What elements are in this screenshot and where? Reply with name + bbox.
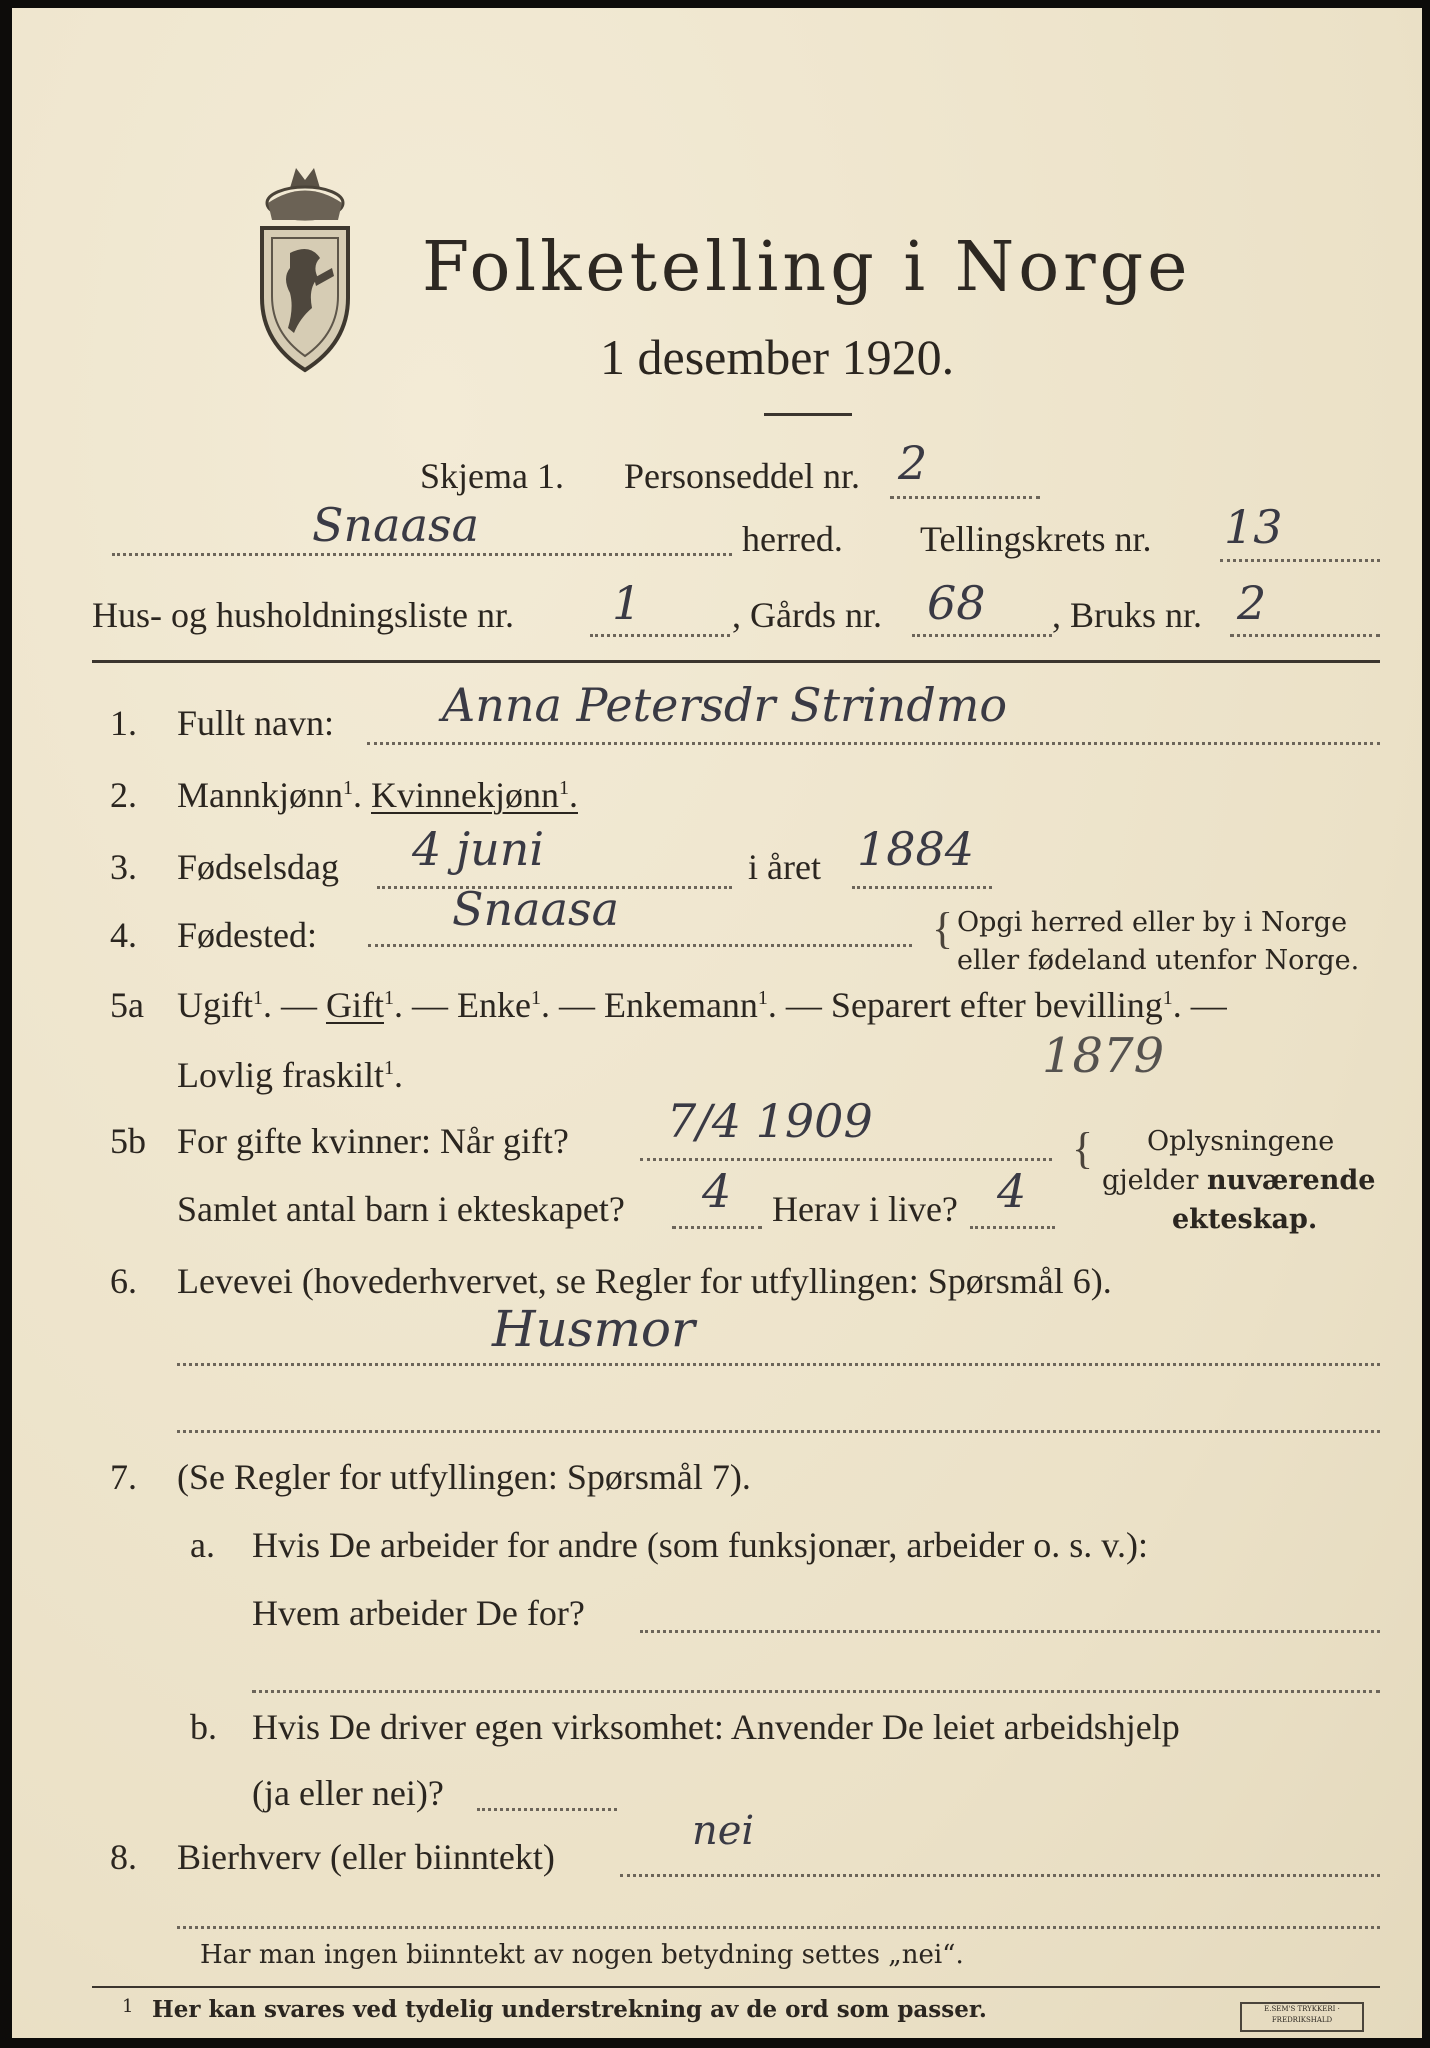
personseddel-line — [890, 496, 1040, 499]
footnote-mark: 1 — [122, 1996, 134, 2017]
tellingskrets-line — [1220, 559, 1380, 562]
marriage-brace: { — [1072, 1124, 1094, 1173]
census-date: 1 desember 1920. — [600, 329, 955, 385]
q7-label: (Se Regler for utfyllingen: Spørsmål 7). — [177, 1457, 751, 1497]
footnote-text: Her kan svares ved tydelig understrekning av de ord som passer. — [152, 1996, 987, 2023]
married-date-line — [640, 1158, 1052, 1161]
side-income-value[interactable]: nei — [692, 1808, 755, 1854]
occupation-value[interactable]: Husmor — [492, 1300, 695, 1358]
q7a-text: Hvis De arbeider for andre (som funksjonær, arbeider o. s. v.): — [252, 1525, 1148, 1565]
tellingskrets-label: Tellingskrets nr. — [920, 519, 1152, 559]
marriage-note-1: Oplysningene — [1147, 1126, 1335, 1157]
birthday-value[interactable]: 4 juni — [412, 822, 545, 876]
children-label: Samlet antal barn i ekteskapet? — [177, 1189, 625, 1229]
marriage-note-2: gjelder nuværende — [1102, 1165, 1376, 1196]
kvinnekjonn-option[interactable]: Kvinnekjønn$^1$. — [371, 775, 578, 815]
alive-value[interactable]: 4 — [997, 1164, 1027, 1218]
q4-label: Fødested: — [177, 915, 317, 955]
ugift-option[interactable]: Ugift — [177, 985, 253, 1025]
fraskilt-option[interactable]: Lovlig fraskilt$^1$. — [177, 1055, 403, 1095]
q7b-question: (ja eller nei)? — [252, 1773, 444, 1813]
employer-line-2[interactable] — [252, 1690, 1380, 1693]
tellingskrets-value[interactable]: 13 — [1224, 500, 1283, 554]
q8-label: Bierhverv (eller biinntekt) — [177, 1837, 555, 1877]
q1-number: 1. — [110, 703, 137, 743]
occupation-line-2 — [177, 1430, 1380, 1433]
q7b-text: Hvis De driver egen virksomhet: Anvender De leiet arbeidshjelp — [252, 1707, 1180, 1747]
mannkjonn-option[interactable]: Mannkjønn — [177, 775, 343, 815]
alive-line — [970, 1226, 1055, 1229]
q5a-number: 5a — [110, 985, 144, 1025]
civil-status-options: Ugift$^1$. — Gift$^1$. — Enke$^1$. — Enkemann$^1$. — Separert efter bevilling$^1$. — — [177, 985, 1227, 1025]
hired-help-line[interactable] — [477, 1808, 617, 1811]
q5b-number: 5b — [110, 1121, 146, 1161]
year-line — [852, 886, 992, 889]
birthplace-note-2: eller fødeland utenfor Norge. — [957, 945, 1360, 976]
bruks-line — [1230, 634, 1380, 637]
q3-label: Fødselsdag — [177, 847, 339, 887]
q7b-letter: b. — [190, 1707, 217, 1747]
side-income-line — [620, 1874, 1380, 1877]
gards-label: , Gårds nr. — [732, 595, 882, 635]
herred-value[interactable]: Snaasa — [312, 498, 480, 552]
husholdningsliste-value[interactable]: 1 — [612, 576, 642, 630]
bruks-label: , Bruks nr. — [1052, 595, 1203, 635]
side-income-line-2 — [177, 1926, 1380, 1929]
alive-label: Herav i live? — [772, 1189, 958, 1229]
gards-value[interactable]: 68 — [927, 576, 986, 630]
year-label: i året — [748, 847, 821, 887]
children-value[interactable]: 4 — [702, 1164, 732, 1218]
form-title: Folketelling i Norge — [422, 228, 1192, 307]
q1-line — [367, 742, 1380, 745]
herred-line — [112, 553, 732, 556]
husholdningsliste-label: Hus- og husholdningsliste nr. — [92, 595, 515, 635]
personseddel-value[interactable]: 2 — [898, 436, 928, 490]
married-date-value[interactable]: 7/4 1909 — [667, 1094, 873, 1148]
birthplace-line — [368, 944, 912, 947]
husholdningsliste-line — [590, 634, 730, 637]
gards-line — [912, 634, 1052, 637]
q7a-question: Hvem arbeider De for? — [252, 1593, 585, 1633]
q6-label: Levevei (hovederhvervet, se Regler for utfyllingen: Spørsmål 6). — [177, 1261, 1112, 1301]
skjema-label: Skjema 1. — [420, 456, 564, 496]
children-line — [672, 1226, 762, 1229]
birthplace-value[interactable]: Snaasa — [452, 882, 620, 936]
margin-note: 1879 — [1042, 1028, 1165, 1084]
sex-options: Mannkjønn$^1$. Kvinnekjønn$^1$. — [177, 775, 578, 815]
header-separator — [92, 660, 1380, 663]
birth-year-value[interactable]: 1884 — [857, 822, 975, 876]
footer-separator — [92, 1986, 1380, 1988]
q1-label: Fullt navn: — [177, 703, 335, 743]
q6-number: 6. — [110, 1261, 137, 1301]
q2-number: 2. — [110, 775, 137, 815]
birthplace-note-1: Opgi herred eller by i Norge — [957, 907, 1348, 938]
nei-instruction: Har man ingen biinntekt av nogen betydning settes „nei“. — [200, 1940, 964, 1970]
q4-number: 4. — [110, 915, 137, 955]
personseddel-label: Personseddel nr. — [624, 456, 860, 496]
occupation-line-1 — [177, 1363, 1380, 1366]
marriage-note-3: ekteskap. — [1172, 1204, 1318, 1235]
note-brace: { — [932, 904, 954, 953]
q7-number: 7. — [110, 1457, 137, 1497]
q3-number: 3. — [110, 847, 137, 887]
coat-of-arms-icon — [250, 158, 360, 378]
married-label: For gifte kvinner: Når gift? — [177, 1121, 569, 1161]
title-divider — [764, 413, 852, 416]
printer-stamp: E.SEM'S TRYKKERI · FREDRIKSHALD — [1240, 2002, 1364, 2032]
bruks-value[interactable]: 2 — [1237, 576, 1267, 630]
q8-number: 8. — [110, 1837, 137, 1877]
census-form-page — [12, 8, 1422, 2038]
employer-line[interactable] — [640, 1630, 1380, 1633]
herred-label: herred. — [742, 519, 843, 559]
q7a-letter: a. — [190, 1525, 215, 1565]
gift-option[interactable]: Gift — [326, 985, 384, 1025]
full-name-value[interactable]: Anna Petersdr Strindmo — [442, 678, 1008, 732]
